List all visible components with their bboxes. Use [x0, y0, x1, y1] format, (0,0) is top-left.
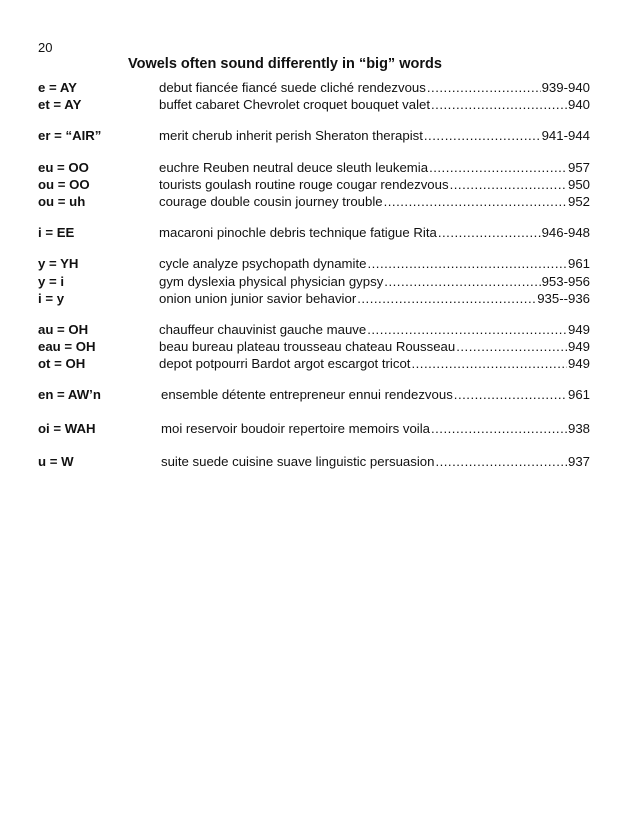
- sound-rule: en = AW’n: [38, 387, 101, 403]
- page-reference: 938: [567, 420, 590, 436]
- example-words-line: [159, 224, 590, 241]
- example-words: beau bureau plateau trousseau chateau Rousseau: [159, 339, 456, 355]
- example-words-line: [159, 96, 590, 113]
- page-reference: 937: [567, 453, 590, 469]
- example-words-line: [159, 321, 590, 338]
- sound-rule: e = AY: [38, 80, 77, 95]
- page-reference: 946-948: [541, 225, 590, 241]
- example-words-line: [159, 273, 590, 290]
- dot-leader: [411, 355, 567, 372]
- sound-rule: ou = OO: [38, 176, 90, 192]
- example-words-line: [159, 255, 590, 272]
- example-words-line: [161, 386, 590, 403]
- page-reference: 941-944: [541, 128, 590, 144]
- example-words-line: [161, 453, 590, 470]
- page-reference: 939-940: [541, 80, 590, 95]
- dot-leader: [367, 321, 567, 338]
- example-words-line: [159, 355, 590, 372]
- page-reference: 940: [567, 97, 590, 113]
- example-words-line: [159, 176, 590, 193]
- example-words-line: [159, 159, 590, 176]
- dot-leader: [454, 386, 567, 403]
- page-number: 20: [38, 40, 53, 55]
- entry-row: [38, 159, 590, 176]
- sound-rule: ou = uh: [38, 193, 86, 209]
- group-spacer: [38, 210, 590, 224]
- page-reference: 952: [567, 193, 590, 209]
- group-spacer: [38, 404, 590, 420]
- entry-row: [38, 386, 590, 403]
- dot-leader: [438, 224, 541, 241]
- page-reference: 961: [567, 387, 590, 403]
- entry-row: [38, 176, 590, 193]
- group-spacer: [38, 113, 590, 127]
- dot-leader: [431, 96, 567, 113]
- sound-rule: ot = OH: [38, 356, 86, 372]
- example-words: cycle analyze psychopath dynamite: [159, 256, 367, 272]
- page-reference: 957: [567, 159, 590, 175]
- group-spacer: [38, 241, 590, 255]
- entry-row: [38, 193, 590, 210]
- example-words: moi reservoir boudoir repertoire memoirs voila: [161, 420, 430, 436]
- entry-row: [38, 420, 590, 437]
- sound-rule: y = YH: [38, 256, 79, 272]
- sound-rule: u = W: [38, 453, 74, 469]
- entry-row: [38, 224, 590, 241]
- dot-leader: [367, 255, 567, 272]
- entry-row: [38, 96, 590, 113]
- example-words: depot potpourri Bardot argot escargot tricot: [159, 356, 411, 372]
- page-reference: 949: [567, 356, 590, 372]
- entry-row: [38, 255, 590, 272]
- entry-row: [38, 290, 590, 307]
- group-spacer: [38, 372, 590, 386]
- group-spacer: [38, 145, 590, 159]
- page-title: Vowels often sound differently in “big” words: [128, 56, 442, 72]
- dot-leader: [450, 176, 567, 193]
- example-words: ensemble détente entrepreneur ennui rendezvous: [161, 387, 453, 403]
- sound-rule: i = EE: [38, 225, 75, 241]
- sound-rule: eu = OO: [38, 159, 89, 175]
- entry-row: [38, 453, 590, 470]
- example-words: courage double cousin journey trouble: [159, 193, 383, 209]
- page-reference: 950: [567, 176, 590, 192]
- dot-leader: [435, 453, 567, 470]
- example-words-line: [159, 290, 590, 307]
- dot-leader: [424, 127, 541, 144]
- dot-leader: [456, 338, 567, 355]
- page-reference: 953-956: [541, 273, 590, 289]
- sound-rule: oi = WAH: [38, 420, 96, 436]
- example-words: debut fiancée fiancé suede cliché rendezvous: [159, 80, 426, 95]
- entry-row: [38, 338, 590, 355]
- sound-rule: et = AY: [38, 97, 82, 113]
- page-reference: 949: [567, 339, 590, 355]
- dot-leader: [427, 79, 541, 96]
- example-words-line: [159, 79, 590, 96]
- group-spacer: [38, 437, 590, 453]
- example-words: onion union junior savior behavior: [159, 290, 357, 306]
- sound-rule: y = i: [38, 273, 65, 289]
- example-words: tourists goulash routine rouge cougar rendezvous: [159, 176, 449, 192]
- entry-row: [38, 79, 590, 96]
- example-words-line: [161, 420, 590, 437]
- sound-rule: i = y: [38, 290, 65, 306]
- entry-row: [38, 273, 590, 290]
- example-words-line: [159, 338, 590, 355]
- dot-leader: [384, 273, 540, 290]
- example-words: chauffeur chauvinist gauche mauve: [159, 321, 367, 337]
- dot-leader: [357, 290, 536, 307]
- page-reference: 961: [567, 256, 590, 272]
- sound-rule: eau = OH: [38, 339, 96, 355]
- example-words: buffet cabaret Chevrolet croquet bouquet valet: [159, 97, 431, 113]
- vowel-sound-list: [38, 79, 590, 470]
- dot-leader: [431, 420, 567, 437]
- page-reference: 935--936: [537, 290, 590, 306]
- entry-row: [38, 355, 590, 372]
- example-words: gym dyslexia physical physician gypsy: [159, 273, 384, 289]
- example-words-line: [159, 193, 590, 210]
- example-words: macaroni pinochle debris technique fatigue Rita: [159, 225, 437, 241]
- sound-rule: er = “AIR”: [38, 128, 102, 144]
- dot-leader: [384, 193, 567, 210]
- sound-rule: au = OH: [38, 321, 89, 337]
- entry-row: [38, 127, 590, 144]
- example-words: merit cherub inherit perish Sheraton therapist: [159, 128, 423, 144]
- page-reference: 949: [567, 321, 590, 337]
- example-words: euchre Reuben neutral deuce sleuth leukemia: [159, 159, 429, 175]
- example-words: suite suede cuisine suave linguistic persuasion: [161, 453, 435, 469]
- entry-row: [38, 321, 590, 338]
- group-spacer: [38, 307, 590, 321]
- dot-leader: [429, 159, 567, 176]
- example-words-line: [159, 127, 590, 144]
